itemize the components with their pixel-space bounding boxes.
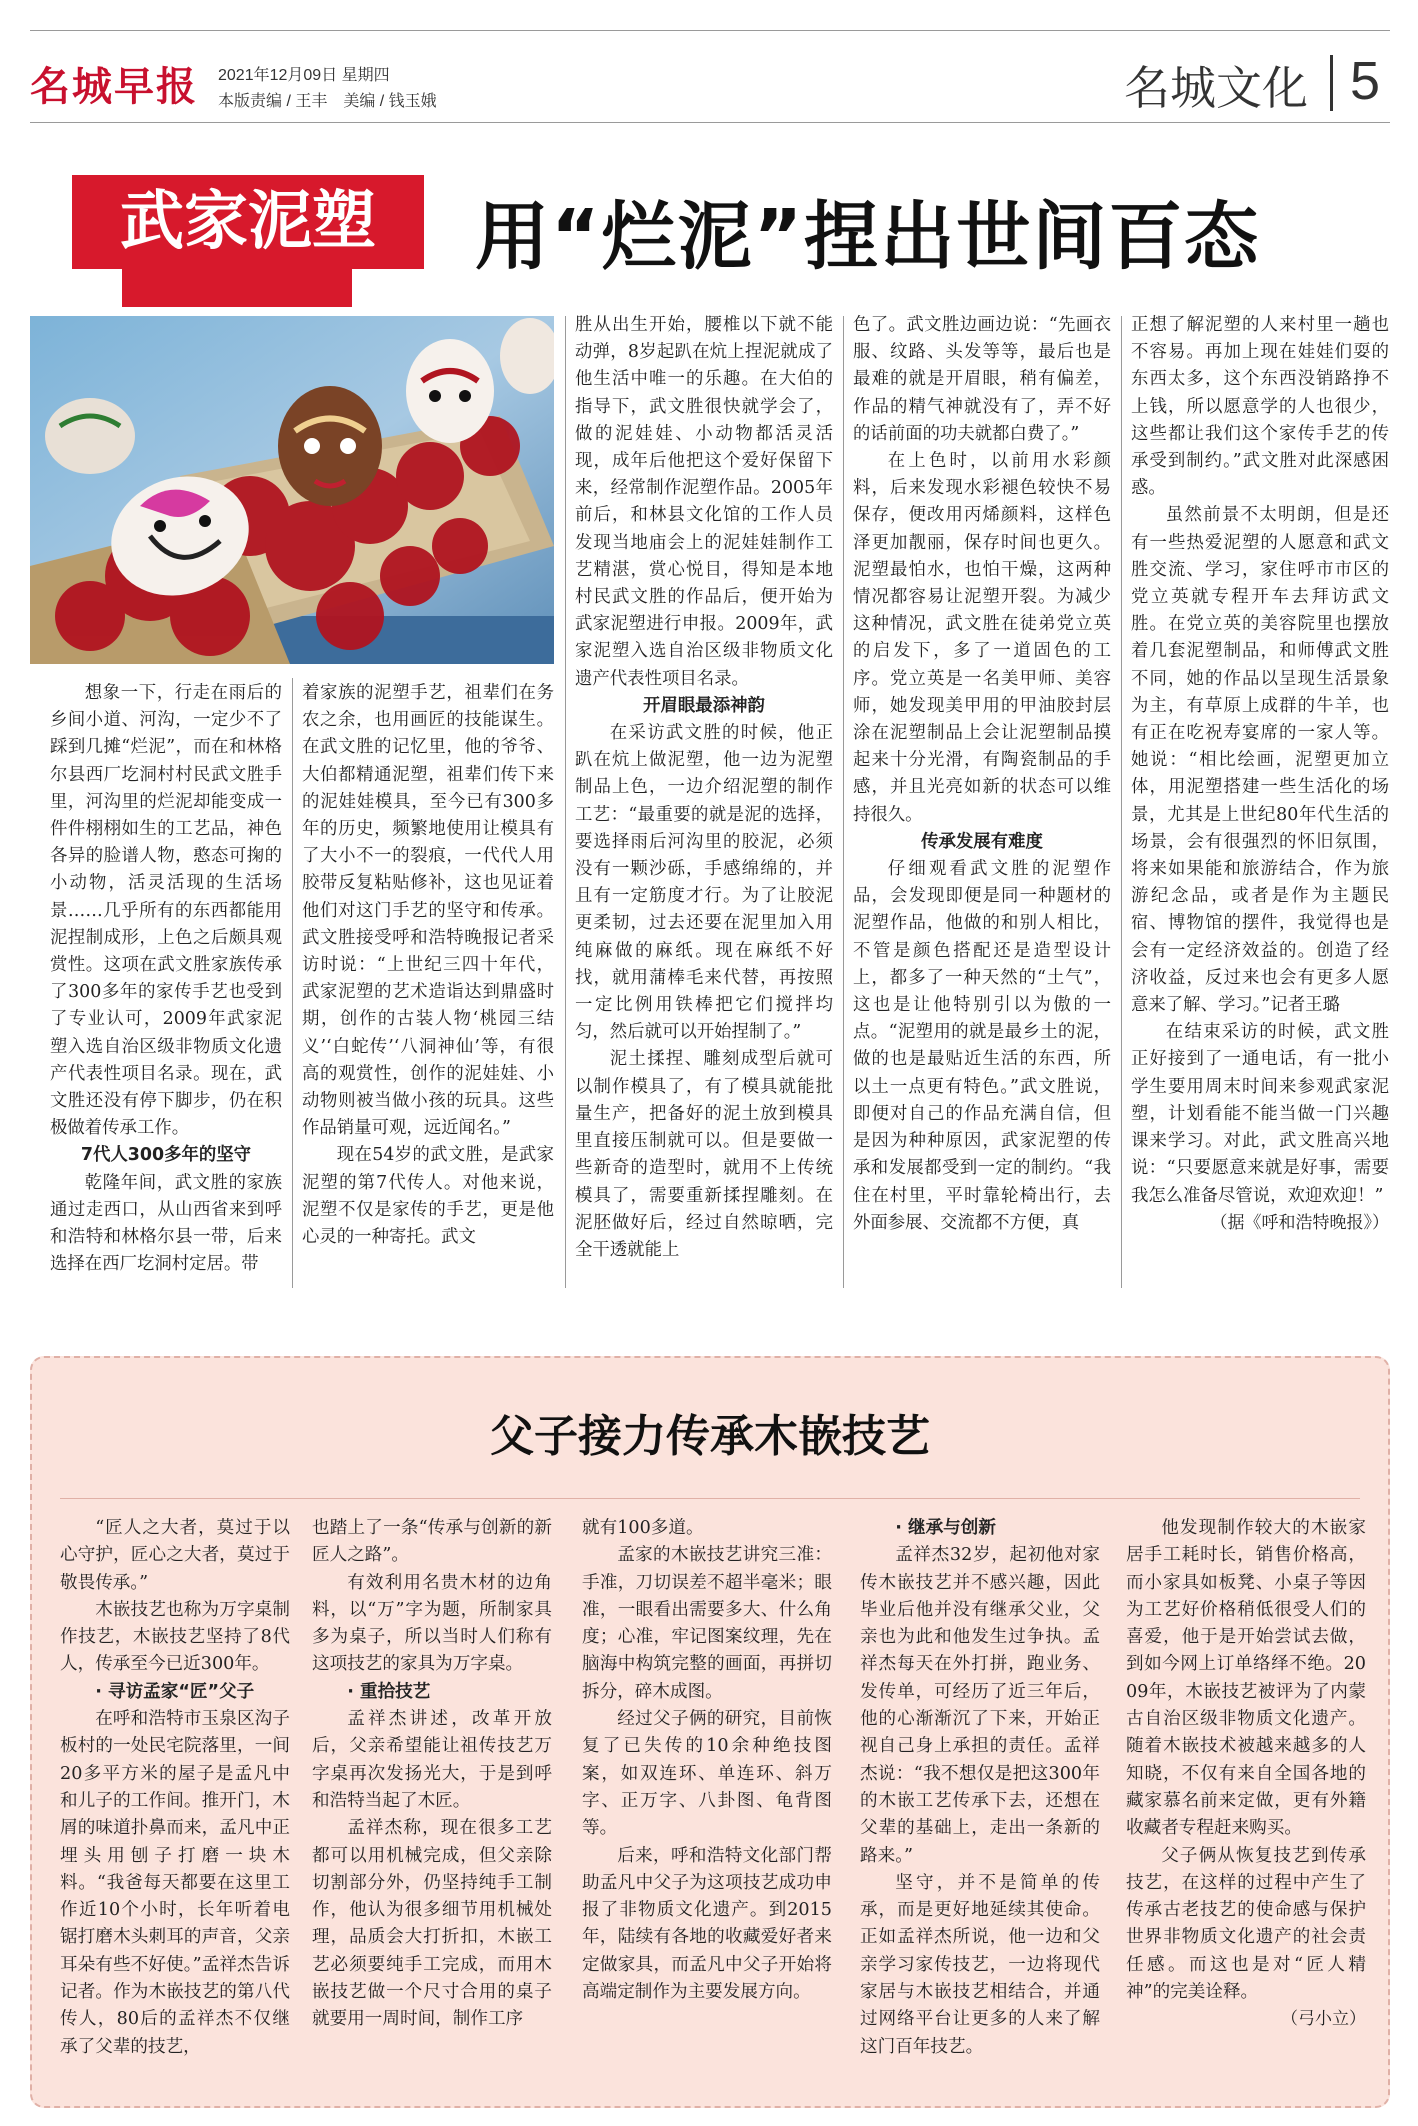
article2-column-4 <box>860 1515 1100 2061</box>
subheading: · 寻访孟家“匠”父子 <box>95 1681 255 1702</box>
paragraph: 孟家的木嵌技艺讲究三准：手准，刀切误差不超半毫米；眼准，一眼看出需要多大、什么角度；心准，牢记图案纹理，先在脑海中构筑完整的画面，再拼切拆分，碎木成图。 <box>582 1545 832 1702</box>
article2-author-credit: （弓小立） <box>1281 2009 1366 2030</box>
column-rule <box>843 316 844 1288</box>
paragraph: 经过父子俩的研究，目前恢复了已失传的10余种绝技图案，如双连环、单连环、斜万字、正万字、八卦图、龟背图等。 <box>582 1709 832 1839</box>
page-number: 5 <box>1350 51 1381 111</box>
editor-credits: 本版责编 / 王丰 美编 / 钱玉娥 <box>218 93 437 110</box>
article1-column-1 <box>50 680 282 1278</box>
paragraph: 也踏上了一条“传承与创新的新匠人之路”。 <box>312 1518 552 1566</box>
article1-source-credit: （据《呼和浩特晚报》） <box>1210 1212 1389 1233</box>
article-headline: 用“烂泥”捏出世间百态 <box>475 194 1261 280</box>
paragraph: “匠人之大者，莫过于以心守护，匠心之大者，莫过于敬畏传承。” <box>60 1518 290 1593</box>
subheading: 7代人300多年的坚守 <box>80 1145 252 1166</box>
section-divider <box>1330 55 1333 111</box>
paragraph: 他发现制作较大的木嵌家居手工耗时长，销售价格高，而小家具如板凳、小桌子等因为工艺好价格稍低很受人们的喜爱，他于是开始尝试去做，到如今网上订单络绎不绝。2009年，木嵌技艺被评为了内蒙古自治区级非物质文化遗产。随着木嵌技术被越来越多的人知晓，不仅有来自全国各地的藏家慕名前来定做，更有外籍收藏者专程赶来购买。 <box>1126 1518 1366 1839</box>
article2-column-1 <box>60 1515 290 2061</box>
paragraph: 色了。武文胜边画边说：“先画衣服、纹路、头发等等，最后也是最难的就是开眉眼，稍有偏差，作品的精气神就没有了，弄不好的话前面的功夫就都白费了。” <box>853 315 1111 444</box>
feature-title-rule <box>60 1498 1360 1499</box>
paragraph: 在结束采访的时候，武文胜正好接到了一通电话，有一批小学生要用周末时间来参观武家泥塑，计划看能不能当做一门兴趣课来学习。对此，武文胜高兴地说：“只要愿意来就是好事，需要我怎么准备尽管说，欢迎欢迎！” <box>1131 1022 1389 1206</box>
paragraph: 木嵌技艺也称为万字桌制作技艺，木嵌技艺坚持了8代人，传承至今已近300年。 <box>60 1599 290 1675</box>
paragraph: 正想了解泥塑的人来村里一趟也不容易。再加上现在娃娃们耍的东西太多，这个东西没销路挣不上钱，所以愿意学的人也很少，这些都让我们这个家传手艺的传承受到制约。”武文胜对此深感困惑。 <box>1131 315 1389 499</box>
paragraph: 现在54岁的武文胜，是武家泥塑的第7代传人。对他来说，泥塑不仅是家传的手艺，更是他心灵的一种寄托。武文 <box>302 1145 554 1248</box>
paragraph: 有效利用名贵木材的边角料，以“万”字为题，所制家具多为桌子，所以当时人们称有这项技艺的家具为万字桌。 <box>312 1572 552 1675</box>
paragraph: 胜从出生开始，腰椎以下就不能动弹，8岁起趴在炕上捏泥就成了他生活中唯一的乐趣。在大伯的指导下，武文胜很快就学会了，做的泥娃娃、小动物都活灵活现，成年后他把这个爱好保留下来，经常制作泥塑作品。2005年前后，和林县文化馆的工作人员发现当地庙会上的泥娃娃制作工艺精湛，赏心悦目，得知是本地村民武文胜的作品后，便开始为武家泥塑进行申报。2009年，武家泥塑入选自治区级非物质文化遗产代表性项目名录。 <box>575 315 833 689</box>
subheading: 开眉眼最添神韵 <box>643 695 765 716</box>
paragraph: 孟祥杰称，现在很多工艺都可以用机械完成，但父亲除切割部分外，仍坚持纯手工制作，他认为很多细节用机械处理，品质会大打折扣，木嵌工艺必须要纯手工完成，而用木嵌技艺做一个尺寸合用的桌子就要用一周时间，制作工序 <box>312 1818 552 2030</box>
paragraph: 父子俩从恢复技艺到传承技艺，在这样的过程中产生了传承古老技艺的使命感与保护世界非物质文化遗产的社会责任感。而这也是对“匠人精神”的完美诠释。 <box>1126 1845 1366 2003</box>
paragraph: 虽然前景不太明朗，但是还有一些热爱泥塑的人愿意和武文胜交流、学习，家住呼市市区的党立英就专程开车去拜访武文胜。在党立英的美容院里也摆放着几套泥塑制品，和师傅武文胜不同，她的作品以呈现生活景象为主，有草原上成群的牛羊，也有正在吃祝寿宴席的一家人等。她说：“相比绘画，泥塑更加立体，用泥塑搭建一些生活化的场景，尤其是上世纪80年代生活的场景，会有很强烈的怀旧氛围，将来如果能和旅游结合，作为旅游纪念品，或者是作为主题民宿、博物馆的摆件，我觉得也是会有一定经济效益的。创造了经济收益，反过来也会有更多人愿意来了解、学习。”记者王璐 <box>1131 505 1389 1016</box>
paragraph: 孟祥杰讲述，改革开放后，父亲希望能让祖传技艺万字桌再次发扬光大，于是到呼和浩特当起了木匠。 <box>312 1709 552 1811</box>
section-name: 名城文化 <box>1124 62 1308 114</box>
article1-column-4 <box>853 312 1111 1237</box>
column-rule <box>565 316 566 1288</box>
article1-column-2 <box>302 680 554 1251</box>
paragraph: 就有100多道。 <box>582 1518 704 1538</box>
article2-column-2 <box>312 1515 552 2034</box>
column-rule <box>292 678 293 1288</box>
issue-date: 2021年12月09日 星期四 <box>218 67 390 84</box>
paragraph: 想象一下，行走在雨后的乡间小道、河沟，一定少不了踩到几摊“烂泥”，而在和林格尔县西厂圪洞村村民武文胜手里，河沟里的烂泥却能变成一件件栩栩如生的工艺品，神色各异的脸谱人物，憨态可掬的小动物，活灵活现的生活场景……几乎所有的东西都能用泥捏制成形，上色之后颇具观赏性。这项在武文胜家族传承了300多年的家传手艺也受到了专业认可，2009年武家泥塑入选自治区级非物质文化遗产代表性项目名录。现在，武文胜还没有停下脚步，仍在积极做着传承工作。 <box>50 683 282 1139</box>
article1-column-5 <box>1131 312 1389 1237</box>
clay-masks-photo <box>30 316 554 664</box>
paragraph: 泥土揉捏、雕刻成型后就可以制作模具了，有了模具就能批量生产，把备好的泥土放到模具里直接压制就可以。但是要做一些新奇的造型时，就用不上传统模具了，需要重新揉捏雕刻。在泥胚做好后，经过自然晾晒，完全干透就能上 <box>575 1049 833 1260</box>
subheading: 传承发展有难度 <box>921 831 1043 852</box>
paragraph: 在采访武文胜的时候，他正趴在炕上做泥塑，他一边为泥塑制品上色，一边介绍泥塑的制作工艺：“最重要的就是泥的选择，要选择雨后河沟里的胶泥，必须没有一颗沙砾，手感绵绵的，并且有一定筋度才行。为了让胶泥更柔韧，过去还要在泥里加入用纯麻做的麻纸。现在麻纸不好找，就用蒲棒毛来代替，再按照一定比例用铁棒把它们搅拌均匀，然后就可以开始捏制了。” <box>575 723 833 1043</box>
paragraph: 后来，呼和浩特文化部门帮助孟凡中父子为这项技艺成功申报了非物质文化遗产。到2015年，陆续有各地的收藏爱好者来定做家具，而孟凡中父子开始将高端定制作为主要发展方向。 <box>582 1845 832 2003</box>
feature-title: 父子接力传承木嵌技艺 <box>490 1411 930 1462</box>
article-kicker: 武家泥塑 <box>120 185 376 259</box>
article2-column-3 <box>582 1515 832 2006</box>
newspaper-logo: 名城早报 <box>30 63 198 110</box>
paragraph: 在上色时，以前用水彩颜料，后来发现水彩褪色较快不易保存，便改用丙烯颜料，这样色泽更加靓丽，保存时间也更久。泥塑最怕水，也怕干燥，这两种情况都容易让泥塑开裂。为减少这种情况，武文胜在徒弟党立英的启发下，多了一道固色的工序。党立英是一名美甲师、美容师，她发现美甲用的甲油胶封层涂在泥塑制品上会让泥塑制品摸起来十分光滑，有陶瓷制品的手感，并且光亮如新的状态可以维持很久。 <box>853 451 1111 825</box>
subheading: · 继承与创新 <box>895 1518 996 1538</box>
paragraph: 坚守，并不是简单的传承，而是更好地延续其使命。正如孟祥杰所说，他一边和父亲学习家传技艺，一边将现代家居与木嵌技艺相结合，并通过网络平台让更多的人来了解这门百年技艺。 <box>860 1872 1100 2057</box>
top-rule <box>30 30 1390 31</box>
subheading: · 重拾技艺 <box>347 1681 431 1702</box>
article1-column-3 <box>575 312 833 1264</box>
paragraph: 在呼和浩特市玉泉区沟子板村的一处民宅院落里，一间20多平方米的屋子是孟凡中和儿子的工作间。推开门，木屑的味道扑鼻而来，孟凡中正埋头用刨子打磨一块木料。“我爸每天都要在这里工作近10个小时，长年听着电锯打磨木头刺耳的声音，父亲耳朵有些不好使。”孟祥杰告诉记者。作为木嵌技艺的第八代传人，80后的孟祥杰不仅继承了父辈的技艺， <box>60 1709 290 2057</box>
column-rule <box>1121 316 1122 1288</box>
article2-column-5 <box>1126 1515 1366 2034</box>
photo-illustration <box>30 316 554 664</box>
masthead-rule <box>30 122 1390 123</box>
paragraph: 着家族的泥塑手艺，祖辈们在务农之余，也用画匠的技能谋生。在武文胜的记忆里，他的爷爷、大伯都精通泥塑，祖辈们传下来的泥娃娃模具，至今已有300多年的历史，频繁地使用让模具有了大小不一的裂痕，一代代人用胶带反复粘贴修补，这也见证着他们对这门手艺的坚守和传承。武文胜接受呼和浩特晚报记者采访时说：“上世纪三四十年代，武家泥塑的艺术造诣达到鼎盛时期，创作的古装人物‘桃园三结义’‘白蛇传’‘八洞神仙’等，有很高的观赏性，创作的泥娃娃、小动物则被当做小孩的玩具。这些作品销量可观，远近闻名。” <box>302 683 554 1139</box>
paragraph: 仔细观看武文胜的泥塑作品，会发现即便是同一种题材的泥塑作品，他做的和别人相比，不管是颜色搭配还是造型设计上，都多了一种天然的“土气”，这也是让他特别引以为傲的一点。“泥塑用的就是最乡土的泥，做的也是最贴近生活的东西，所以土一点更有特色。”武文胜说，即便对自己的作品充满自信，但是因为种种原因，武家泥塑的传承和发展都受到一定的制约。“我住在村里，平时靠轮椅出行，去外面参展、交流都不方便，真 <box>853 859 1111 1233</box>
paragraph: 乾隆年间，武文胜的家族通过走西口，从山西省来到呼和浩特和林格尔县一带，后来选择在西厂圪洞村定居。带 <box>50 1172 282 1275</box>
paragraph: 孟祥杰32岁，起初他对家传木嵌技艺并不感兴趣，因此毕业后他并没有继承父业，父亲也为此和他发生过争执。孟祥杰每天在外打拼，跑业务、发传单，可经历了近三年后，他的心渐渐沉了下来，开始正视自己身上承担的责任。孟祥杰说：“我不想仅是把这300年的木嵌工艺传承下去，还想在父辈的基础上，走出一条新的路来。” <box>860 1545 1100 1866</box>
